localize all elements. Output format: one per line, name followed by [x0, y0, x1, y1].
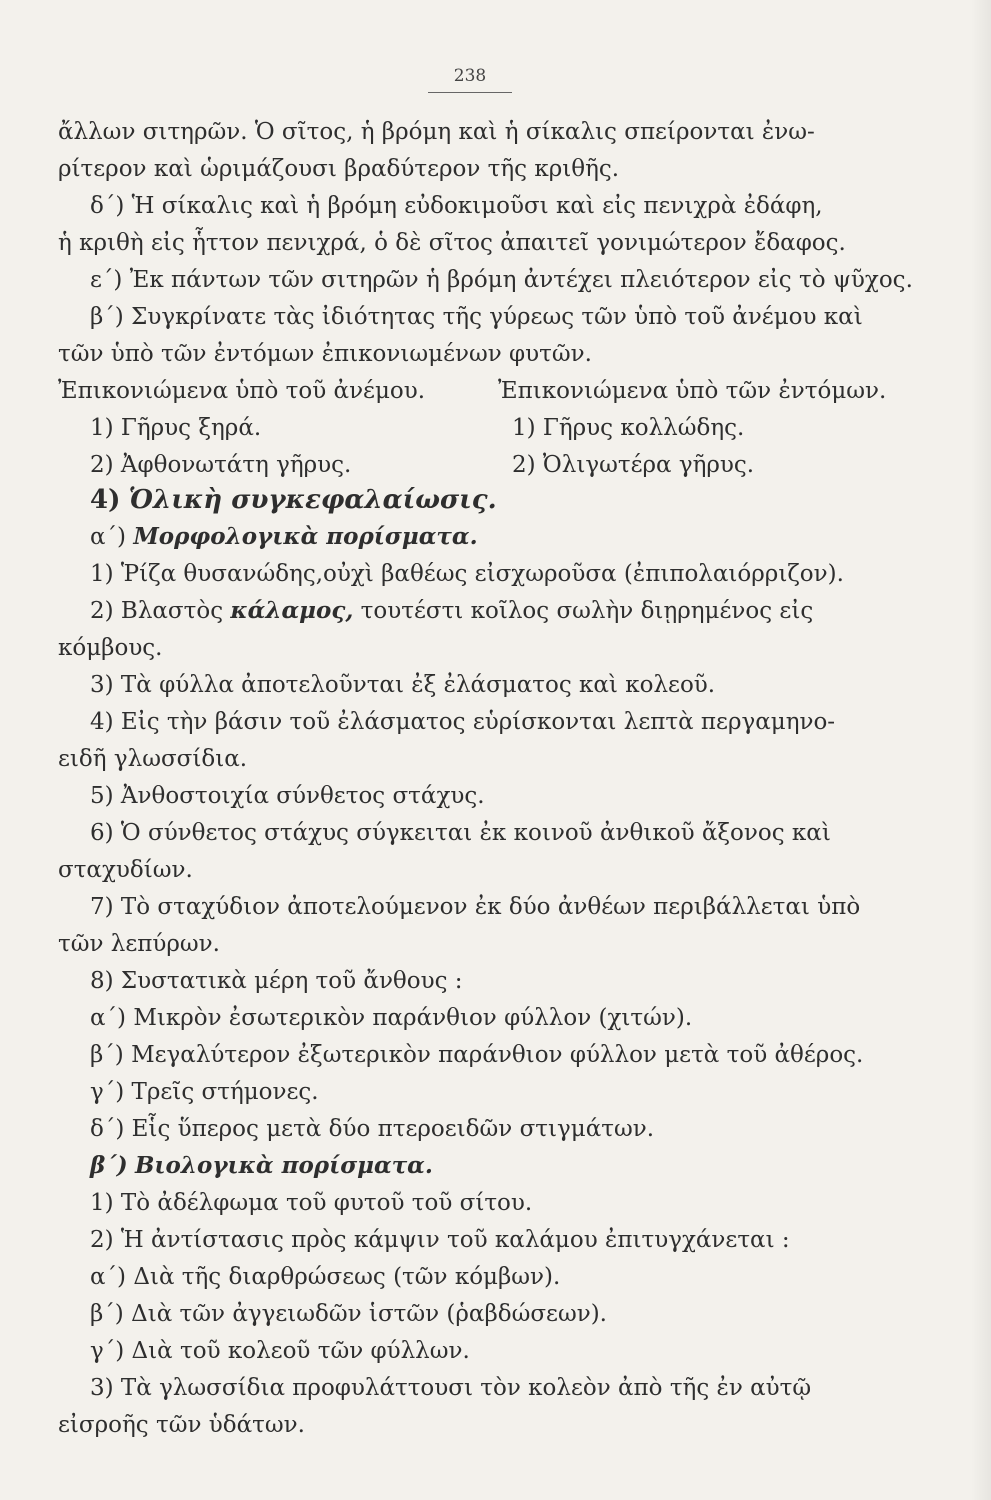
- morph-item-4-cont: ειδῆ γλωσσίδια.: [58, 746, 248, 772]
- page-edge-shadow: [971, 0, 991, 1500]
- morph-item-2-post: τουτέστι κοῖλος σωλὴν διῃρημένος εἰς: [360, 598, 814, 624]
- bio-item-2-b: β΄) Διὰ τῶν ἀγγειωδῶν ἱστῶν (ῥαβδώσεων).: [90, 1301, 607, 1327]
- page-number: 238: [453, 66, 487, 86]
- section-heading: [90, 486, 497, 514]
- morph-item-3: 3) Τὰ φύλλα ἀποτελοῦνται ἐξ ἐλάσματος καὶ κολεοῦ.: [90, 672, 716, 698]
- morph-item-1: 1) Ῥίζα θυσανώδης,οὐχὶ βαθέως εἰσχωροῦσα (ἐπιπολαιόρριζον).: [90, 561, 844, 587]
- section-title: Ὁλικὴ συγκεφαλαίωσις.: [128, 485, 497, 515]
- bio-item-3: 3) Τὰ γλωσσίδια προφυλάττουσι τὸν κολεὸν ἀπὸ τῆς ἐν αὐτῷ: [90, 1375, 812, 1401]
- section-number: 4): [90, 485, 121, 515]
- text-line-6: β΄) Συγκρίνατε τὰς ἰδιότητας τῆς γύρεως τῶν ὑπὸ τοῦ ἀνέμου καὶ: [90, 304, 863, 330]
- morph-item-8-d: δ΄) Εἷς ὕπερος μετὰ δύο πτεροειδῶν στιγμάτων.: [90, 1116, 655, 1142]
- bio-item-3-cont: εἰσροῆς τῶν ὑδάτων.: [58, 1412, 305, 1438]
- text-line-7: τῶν ὑπὸ τῶν ἐντόμων ἐπικονιωμένων φυτῶν.: [58, 341, 592, 367]
- morph-item-5: 5) Ἀνθοστοιχία σύνθετος στάχυς.: [90, 783, 485, 809]
- morph-item-6: 6) Ὁ σύνθετος στάχυς σύγκειται ἐκ κοινοῦ ἀνθικοῦ ἄξονος καὶ: [90, 820, 831, 846]
- subsection-b-label: β΄): [90, 1152, 128, 1179]
- comparison-left-item-2: 2) Ἀφθονωτάτη γῆρυς.: [90, 452, 352, 478]
- comparison-right-item-1: 1) Γῆρυς κολλώδης.: [512, 415, 745, 441]
- subsection-b-title: Βιολογικὰ πορίσματα.: [134, 1152, 433, 1179]
- morph-item-8: 8) Συστατικὰ μέρη τοῦ ἄνθους :: [90, 968, 463, 994]
- morph-item-8-a: α΄) Μικρὸν ἐσωτερικὸν παράνθιον φύλλον (χιτών).: [90, 1005, 693, 1031]
- morph-item-8-c: γ΄) Τρεῖς στήμονες.: [90, 1079, 319, 1105]
- text-line-4: ἡ κριθὴ εἰς ἧττον πενιχρά, ὁ δὲ σῖτος ἀπαιτεῖ γονιμώτερον ἔδαφος.: [58, 230, 846, 256]
- subsection-a-title: Μορφολογικὰ πορίσματα.: [133, 523, 478, 550]
- morph-item-2-pre: 2) Βλαστὸς: [90, 598, 224, 624]
- text-line-1: ἄλλων σιτηρῶν. Ὁ σῖτος, ἡ βρόμη καὶ ἡ σίκαλις σπείρονται ἐνω-: [58, 119, 815, 145]
- text-line-5: ε΄) Ἐκ πάντων τῶν σιτηρῶν ἡ βρόμη ἀντέχει πλειότερον εἰς τὸ ψῦχος.: [90, 267, 913, 293]
- morph-item-8-b: β΄) Μεγαλύτερον ἐξωτερικὸν παράνθιον φύλλον μετὰ τοῦ ἀθέρος.: [90, 1042, 864, 1068]
- morph-item-6-cont: σταχυδίων.: [58, 857, 193, 883]
- page-number-rule: [428, 92, 512, 93]
- morph-item-2-term: κάλαμος,: [230, 597, 354, 624]
- subsection-b-heading: [90, 1152, 433, 1180]
- bio-item-2-c: γ΄) Διὰ τοῦ κολεοῦ τῶν φύλλων.: [90, 1338, 470, 1364]
- comparison-left-item-1: 1) Γῆρυς ξηρά.: [90, 415, 262, 441]
- bio-item-1: 1) Τὸ ἀδέλφωμα τοῦ φυτοῦ τοῦ σίτου.: [90, 1190, 533, 1216]
- morph-item-7: 7) Τὸ σταχύδιον ἀποτελούμενον ἐκ δύο ἀνθέων περιβάλλεται ὑπὸ: [90, 894, 861, 920]
- subsection-a-heading: [90, 523, 478, 551]
- comparison-left-header: Ἐπικονιώμενα ὑπὸ τοῦ ἀνέμου.: [58, 378, 426, 404]
- text-line-2: ρίτερον καὶ ὡριμάζουσι βραδύτερον τῆς κριθῆς.: [58, 156, 620, 182]
- comparison-right-header: Ἐπικονιώμενα ὑπὸ τῶν ἐντόμων.: [498, 378, 887, 404]
- text-line-3: δ΄) Ἡ σίκαλις καὶ ἡ βρόμη εὐδοκιμοῦσι καὶ εἰς πενιχρὰ ἐδάφη,: [90, 193, 823, 219]
- morph-item-4: 4) Εἰς τὴν βάσιν τοῦ ἐλάσματος εὑρίσκονται λεπτὰ περγαμηνο-: [90, 709, 836, 735]
- comparison-right-item-2: 2) Ὀλιγωτέρα γῆρυς.: [512, 452, 755, 478]
- bio-item-2: 2) Ἡ ἀντίστασις πρὸς κάμψιν τοῦ καλάμου ἐπιτυγχάνεται :: [90, 1227, 790, 1253]
- subsection-a-label: α΄): [90, 524, 127, 550]
- bio-item-2-a: α΄) Διὰ τῆς διαρθρώσεως (τῶν κόμβων).: [90, 1264, 561, 1290]
- morph-item-2: [90, 597, 813, 625]
- morph-item-7-cont: τῶν λεπύρων.: [58, 931, 220, 957]
- morph-item-2-cont: κόμβους.: [58, 635, 163, 661]
